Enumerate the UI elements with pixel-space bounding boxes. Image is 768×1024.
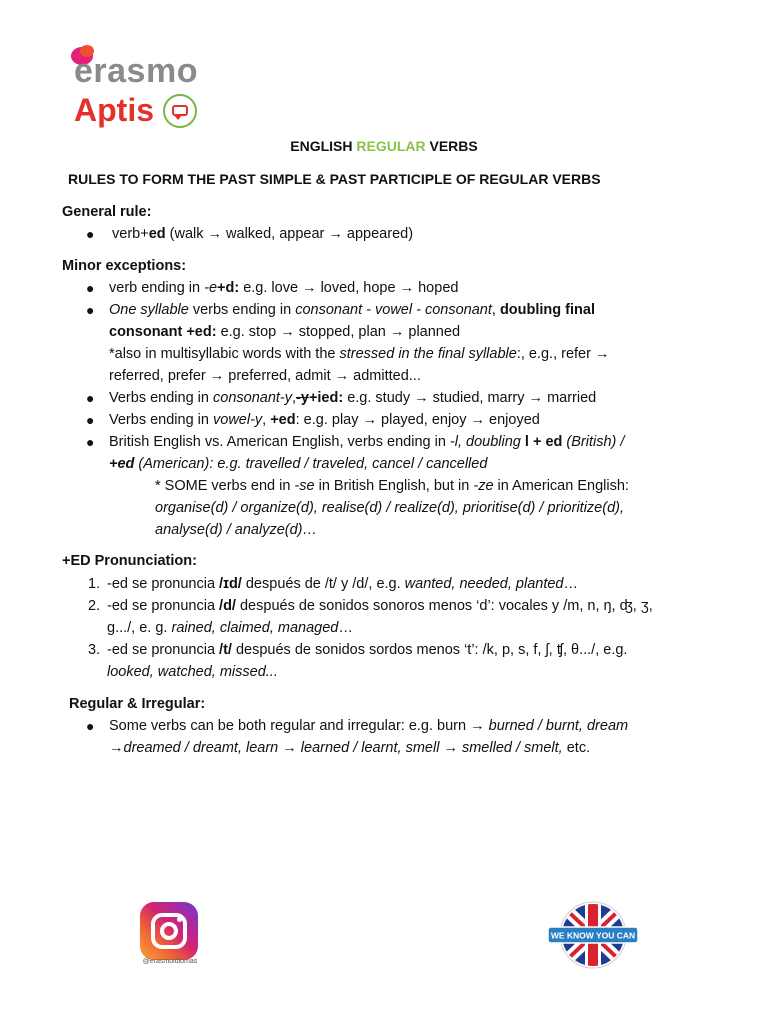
minor-exceptions-heading: Minor exceptions: — [62, 258, 187, 274]
list-number: 1. — [88, 576, 101, 592]
regular-irregular-line2: →dreamed / dreamt, learn → learned / learnt, smell → smelled / smelt, etc. — [109, 740, 591, 756]
list-number: 3. — [88, 642, 101, 658]
pronunciation-item-3-line2: looked, watched, missed... — [107, 664, 278, 680]
exception-item-e: verb ending in -e+d: e.g. love → loved, hope → hoped — [109, 280, 459, 296]
pronunciation-item-2-line1: -ed se pronuncia /d/ después de sonidos sonoros menos ‘d’: vocales y /m, n, ŋ, ʤ, ʒ, — [107, 598, 653, 614]
pronunciation-item-2-line2: g.../, e. g. rained, claimed, managed… — [107, 620, 353, 636]
speech-bubble-icon — [163, 94, 197, 128]
bullet-icon: ● — [86, 390, 95, 406]
instagram-handle[interactable]: @erasmoidiomas — [142, 958, 198, 965]
document-subtitle: RULES TO FORM THE PAST SIMPLE & PAST PARTICIPLE OF REGULAR VERBS — [68, 171, 601, 187]
instagram-icon[interactable] — [140, 902, 198, 960]
uk-flag-icon — [546, 900, 640, 970]
bullet-icon: ● — [86, 412, 95, 428]
erasmo-logo-text: erasmo — [74, 52, 198, 90]
exception-item-british-american-line1: British English vs. American English, verbs ending in -l, doubling l + ed (British) / — [109, 434, 625, 450]
exception-item-consonant-y: Verbs ending in consonant-y,-y+ied: e.g. study → studied, marry → married — [109, 390, 597, 406]
bullet-icon: ● — [86, 280, 95, 296]
bullet-icon: ● — [86, 302, 95, 318]
regular-irregular-line1: Some verbs can be both regular and irregular: e.g. burn → burned / burnt, dream — [109, 718, 629, 734]
pronunciation-item-1: -ed se pronuncia /ɪd/ después de /t/ y /d/, e.g. wanted, needed, planted… — [107, 576, 578, 592]
bullet-icon: ● — [86, 718, 95, 734]
regular-irregular-heading: Regular & Irregular: — [69, 696, 206, 712]
note-line2: organise(d) / organize(d), realise(d) / realize(d), prioritise(d) / prioritize(d), — [155, 500, 624, 516]
bullet-icon: ● — [86, 434, 95, 450]
list-number: 2. — [88, 598, 101, 614]
exception-item-cvc-line2: consonant +ed: e.g. stop → stopped, plan → planned — [109, 324, 461, 340]
bullet-icon: ● — [86, 226, 95, 242]
general-rule-heading: General rule: — [62, 204, 152, 220]
note-line3: analyse(d) / analyze(d)… — [155, 522, 317, 538]
exception-item-cvc-line3: *also in multisyllabic words with the stressed in the final syllable:, e.g., refer → — [109, 346, 610, 362]
pronunciation-heading: +ED Pronunciation: — [62, 553, 197, 569]
general-rule-item: verb+ed (walk → walked, appear → appeared) — [112, 226, 414, 242]
note-line1: * SOME verbs end in -se in British English, but in -ze in American English: — [155, 478, 629, 494]
title-highlight: REGULAR — [356, 138, 426, 154]
aptis-logo: Aptis — [74, 92, 154, 128]
exception-item-vowel-y: Verbs ending in vowel-y, +ed: e.g. play → played, enjoy → enjoyed — [109, 412, 540, 428]
document-title: ENGLISH REGULAR VERBS — [290, 138, 478, 154]
exception-item-cvc-line1: One syllable verbs ending in consonant - vowel - consonant, doubling final — [109, 302, 595, 318]
erasmo-logo — [74, 52, 198, 91]
exception-item-cvc-line4: referred, prefer → preferred, admit → admitted... — [109, 368, 421, 384]
exception-item-british-american-line2: +ed (American): e.g. travelled / traveled, cancel / cancelled — [109, 456, 488, 472]
badge-text: WE KNOW YOU CAN — [550, 930, 636, 941]
uk-flag-badge — [546, 900, 640, 970]
pronunciation-item-3-line1: -ed se pronuncia /t/ después de sonidos sordos menos ‘t’: /k, p, s, f, ʃ, ʧ, θ.../, e.g. — [107, 642, 628, 658]
